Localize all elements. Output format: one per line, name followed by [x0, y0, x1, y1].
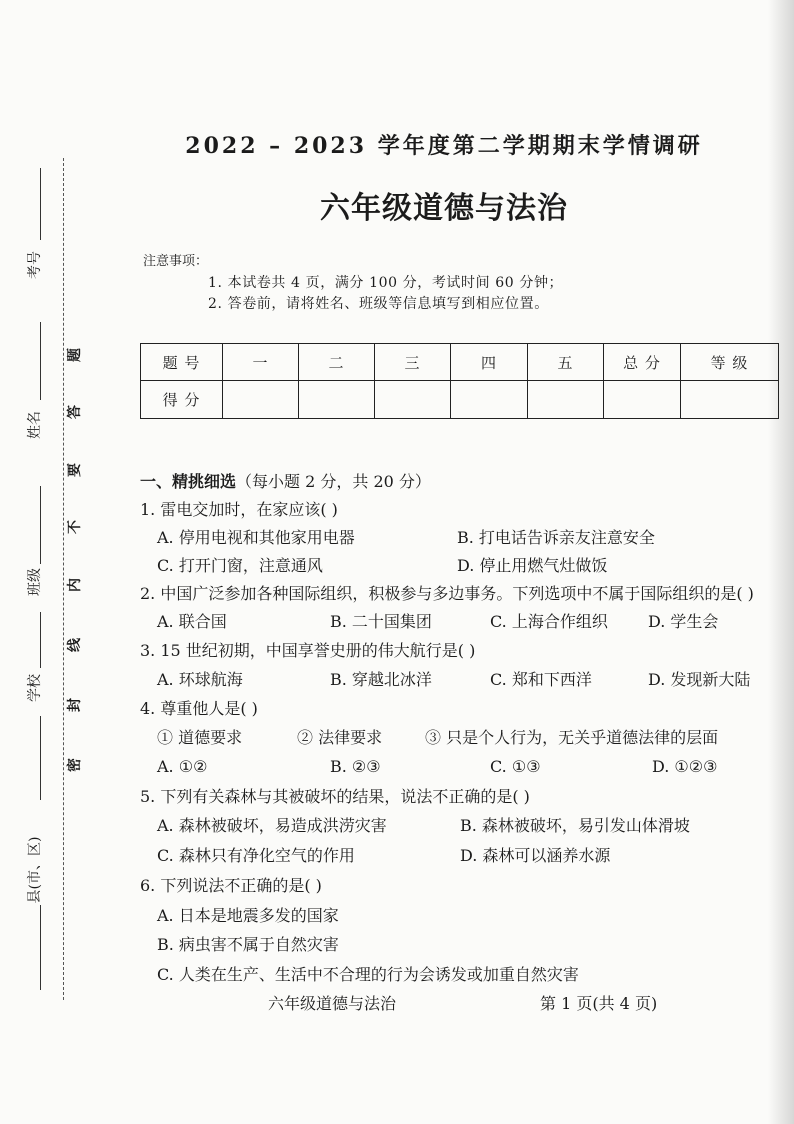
option: A. ①②: [157, 757, 208, 776]
seal-char: 不: [67, 520, 83, 534]
section-note: （每小题 2 分，共 20 分）: [236, 472, 431, 491]
seal-dashed-line: [63, 158, 64, 1000]
exam-year-title: 2022 – 2023 学年度第二学期期末学情调研: [185, 133, 703, 159]
score-table-score-row: [141, 381, 779, 419]
blank-line-school: [40, 612, 41, 668]
option: B. 病虫害不属于自然灾害: [157, 935, 339, 954]
label-name: 姓名: [27, 411, 43, 439]
header-cell: 五: [528, 344, 604, 381]
score-cell: [299, 381, 375, 419]
header-cell: 题 号: [141, 344, 223, 381]
score-cell: [681, 381, 779, 419]
section-title: 一、精挑细选: [140, 472, 237, 491]
header-cell: 二: [299, 344, 375, 381]
label-school: 学校: [27, 674, 43, 702]
option: B. 穿越北冰洋: [330, 670, 432, 689]
option: B. 二十国集团: [330, 612, 432, 631]
option: D. 森林可以涵养水源: [460, 846, 611, 865]
seal-char: 内: [67, 578, 83, 592]
option: A. 日本是地震多发的国家: [157, 906, 339, 925]
option: B. ②③: [330, 757, 381, 776]
option: A. 停用电视和其他家用电器: [157, 528, 355, 547]
option: D. 停止用燃气灶做饭: [457, 556, 608, 575]
score-row-label: 得 分: [141, 381, 223, 419]
statement: ③ 只是个人行为，无关乎道德法律的层面: [425, 728, 719, 747]
score-cell: [604, 381, 681, 419]
option: D. 学生会: [648, 612, 719, 631]
seal-char: 密: [67, 758, 83, 772]
option: A. 环球航海: [157, 670, 243, 689]
statement: ② 法律要求: [297, 728, 383, 747]
scan-shadow: [768, 0, 794, 1124]
notice-item: 2. 答卷前，请将姓名、班级等信息填写到相应位置。: [208, 296, 549, 312]
option: C. 打开门窗，注意通风: [157, 556, 323, 575]
option: B. 打电话告诉亲友注意安全: [457, 528, 655, 547]
footer-page-number: 第 1 页(共 4 页): [540, 994, 658, 1013]
question-stem: 3. 15 世纪初期，中国享誉史册的伟大航行是( ): [140, 641, 476, 660]
header-cell: 一: [223, 344, 299, 381]
label-class: 班级: [27, 568, 43, 596]
exam-subject-title: 六年级道德与法治: [320, 191, 568, 226]
score-cell: [528, 381, 604, 419]
seal-char: 封: [67, 698, 83, 712]
blank-line-school-extra: [40, 716, 41, 800]
option: A. 联合国: [157, 612, 227, 631]
blank-line-name: [40, 322, 41, 400]
seal-char: 题: [67, 348, 83, 362]
option: D. 发现新大陆: [648, 670, 751, 689]
blank-line-class: [40, 486, 41, 564]
option: A. 森林被破坏，易造成洪涝灾害: [157, 816, 387, 835]
notice-item: 1. 本试卷共 4 页，满分 100 分，考试时间 60 分钟；: [208, 275, 564, 291]
option: C. 上海合作组织: [490, 612, 608, 631]
header-cell: 四: [451, 344, 528, 381]
question-stem: 5. 下列有关森林与其被破坏的结果，说法不正确的是( ): [140, 787, 530, 806]
option: C. 人类在生产、生活中不合理的行为会诱发或加重自然灾害: [157, 965, 579, 984]
question-stem: 6. 下列说法不正确的是( ): [140, 876, 322, 895]
label-county: 县(市、区): [27, 836, 43, 904]
header-cell: 等 级: [681, 344, 779, 381]
score-table: [140, 343, 779, 419]
score-cell: [375, 381, 451, 419]
option: C. 郑和下西洋: [490, 670, 592, 689]
score-table-header-row: [141, 344, 779, 381]
label-exam-number: 考号: [27, 251, 43, 279]
score-cell: [451, 381, 528, 419]
question-stem: 4. 尊重他人是( ): [140, 699, 258, 718]
blank-line-county: [40, 905, 41, 990]
option: C. ①③: [490, 757, 541, 776]
option: D. ①②③: [652, 757, 718, 776]
question-stem: 1. 雷电交加时，在家应该( ): [140, 500, 338, 519]
header-cell: 三: [375, 344, 451, 381]
question-stem: 2. 中国广泛参加各种国际组织，积极参与多边事务。下列选项中不属于国际组织的是( ): [140, 584, 754, 603]
option: C. 森林只有净化空气的作用: [157, 846, 355, 865]
section-heading: [140, 472, 431, 492]
seal-char: 答: [67, 405, 83, 419]
option: B. 森林被破坏，易引发山体滑坡: [460, 816, 690, 835]
blank-line-exam-number: [40, 168, 41, 240]
footer-subject: 六年级道德与法治: [268, 994, 397, 1013]
header-cell: 总 分: [604, 344, 681, 381]
seal-char: 要: [67, 463, 83, 477]
notice-heading: 注意事项：: [143, 254, 209, 269]
score-cell: [223, 381, 299, 419]
statement: ① 道德要求: [157, 728, 243, 747]
seal-char: 线: [67, 638, 83, 652]
